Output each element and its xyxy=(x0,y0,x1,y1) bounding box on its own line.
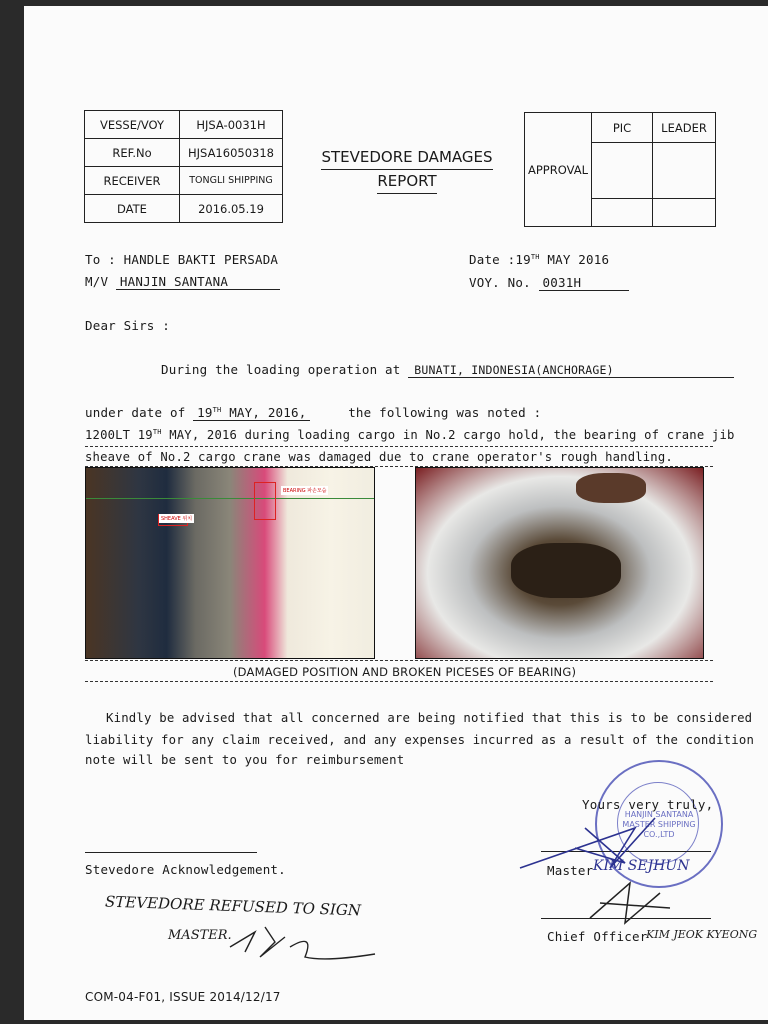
title-line-2: REPORT xyxy=(377,170,436,194)
mv-line xyxy=(85,274,280,290)
salutation: Dear Sirs : xyxy=(85,318,170,333)
under-date-rest: MAY, 2016, xyxy=(221,405,307,420)
body-line-2: liability for any claim received, and any expenses incurred as a result of the condition xyxy=(85,733,755,747)
pic-sign-box xyxy=(592,143,653,199)
under-date-sup: TH xyxy=(212,405,222,414)
body-line-1: Kindly be advised that all concerned are being notified that this is to be considered xyxy=(106,711,753,725)
voy-label: VOY. No. xyxy=(469,275,531,290)
handwritten-master-note: MASTER. xyxy=(168,928,232,943)
photo-annotation-bearing: BEARING 파손모습 xyxy=(283,488,327,494)
voyage-info-table xyxy=(84,110,283,223)
master-signature-scribble xyxy=(515,808,715,878)
date-line xyxy=(469,252,609,267)
vessel-label: VESSE/VOY xyxy=(85,111,180,139)
photo-annotation-sheave: SHEAVE 위치 xyxy=(161,516,193,522)
loading-text: During the loading operation at xyxy=(161,362,401,377)
under-date-day: 19 xyxy=(197,405,213,420)
stevedore-acknowledgement: Stevedore Acknowledgement. xyxy=(85,862,286,877)
date-day: 19 xyxy=(515,252,531,267)
voy-value: 0031H xyxy=(539,275,629,291)
leader-sign-box xyxy=(653,143,716,199)
under-date-value xyxy=(193,405,310,421)
master-label: Master xyxy=(547,863,594,878)
title-line-1: STEVEDORE DAMAGES xyxy=(321,146,492,170)
date-sup: TH xyxy=(530,252,540,261)
approval-table xyxy=(524,112,716,227)
pic-date-box xyxy=(592,199,653,227)
form-footer: COM-04-F01, ISSUE 2014/12/17 xyxy=(85,990,281,1004)
stevedore-sign-line xyxy=(85,852,257,853)
stamp-text: HANJIN SANTANA MASTER SHIPPING CO.,LTD xyxy=(622,810,696,839)
dotted-rule xyxy=(85,446,713,447)
handwritten-refusal-note: STEVEDORE REFUSED TO SIGN xyxy=(104,892,362,920)
description-line-2: sheave of No.2 cargo crane was damaged due to crane operator's rough handling. xyxy=(85,450,673,464)
desc-line1-a: 1200LT 19 xyxy=(85,428,153,443)
ref-value: HJSA16050318 xyxy=(180,139,283,167)
ref-label: REF.No xyxy=(85,139,180,167)
date-value: 2016.05.19 xyxy=(180,195,283,223)
report-title xyxy=(312,146,502,194)
desc-line1-b: MAY, 2016 during loading cargo in No.2 cargo hold, the bearing of crane jib xyxy=(161,428,735,443)
chief-signature-scribble xyxy=(580,878,680,928)
master-signature: KIM SEJHUN xyxy=(593,858,690,874)
to-line: To : HANDLE BAKTI PERSADA xyxy=(85,252,279,267)
receiver-value: TONGLI SHIPPING xyxy=(180,167,283,195)
dotted-rule xyxy=(85,660,713,661)
hand-shape xyxy=(576,473,646,503)
vessel-value: HJSA-0031H xyxy=(180,111,283,139)
bearing-highlight-box xyxy=(254,482,276,520)
photo-guide-line xyxy=(86,498,374,499)
body-line-3: note will be sent to you for reimbursement xyxy=(85,753,405,767)
date-line-label: Date : xyxy=(469,252,516,267)
desc-line1-sup: TH xyxy=(152,428,162,436)
photo-caption: (DAMAGED POSITION AND BROKEN PICESES OF BEARING) xyxy=(233,665,577,679)
closing: Yours very truly, xyxy=(582,797,714,812)
under-date-label: under date of xyxy=(85,405,186,420)
damaged-position-photo xyxy=(85,467,375,659)
description-line-1 xyxy=(85,428,735,442)
chief-officer-signature: KIM JEOK KYEONG xyxy=(646,928,758,941)
voy-line xyxy=(469,275,629,291)
leader-header: LEADER xyxy=(653,113,716,143)
pic-header: PIC xyxy=(592,113,653,143)
noted-text: the following was noted : xyxy=(348,405,542,420)
loading-line xyxy=(161,362,734,378)
chief-officer-label: Chief Officer xyxy=(547,929,648,944)
date-rest: MAY 2016 xyxy=(539,252,610,267)
receiver-label: RECEIVER xyxy=(85,167,180,195)
leader-date-box xyxy=(653,199,716,227)
bearing-pieces xyxy=(511,543,621,598)
mv-value: HANJIN SANTANA xyxy=(116,274,280,290)
loading-place: BUNATI, INDONESIA(ANCHORAGE) xyxy=(408,363,734,378)
mv-label: M/V xyxy=(85,274,109,289)
date-label: DATE xyxy=(85,195,180,223)
approval-label: APPROVAL xyxy=(525,113,592,227)
under-date-line xyxy=(85,405,541,421)
dotted-rule xyxy=(85,681,713,682)
broken-bearing-photo xyxy=(415,467,704,659)
handwritten-signature-scribble xyxy=(225,912,385,964)
